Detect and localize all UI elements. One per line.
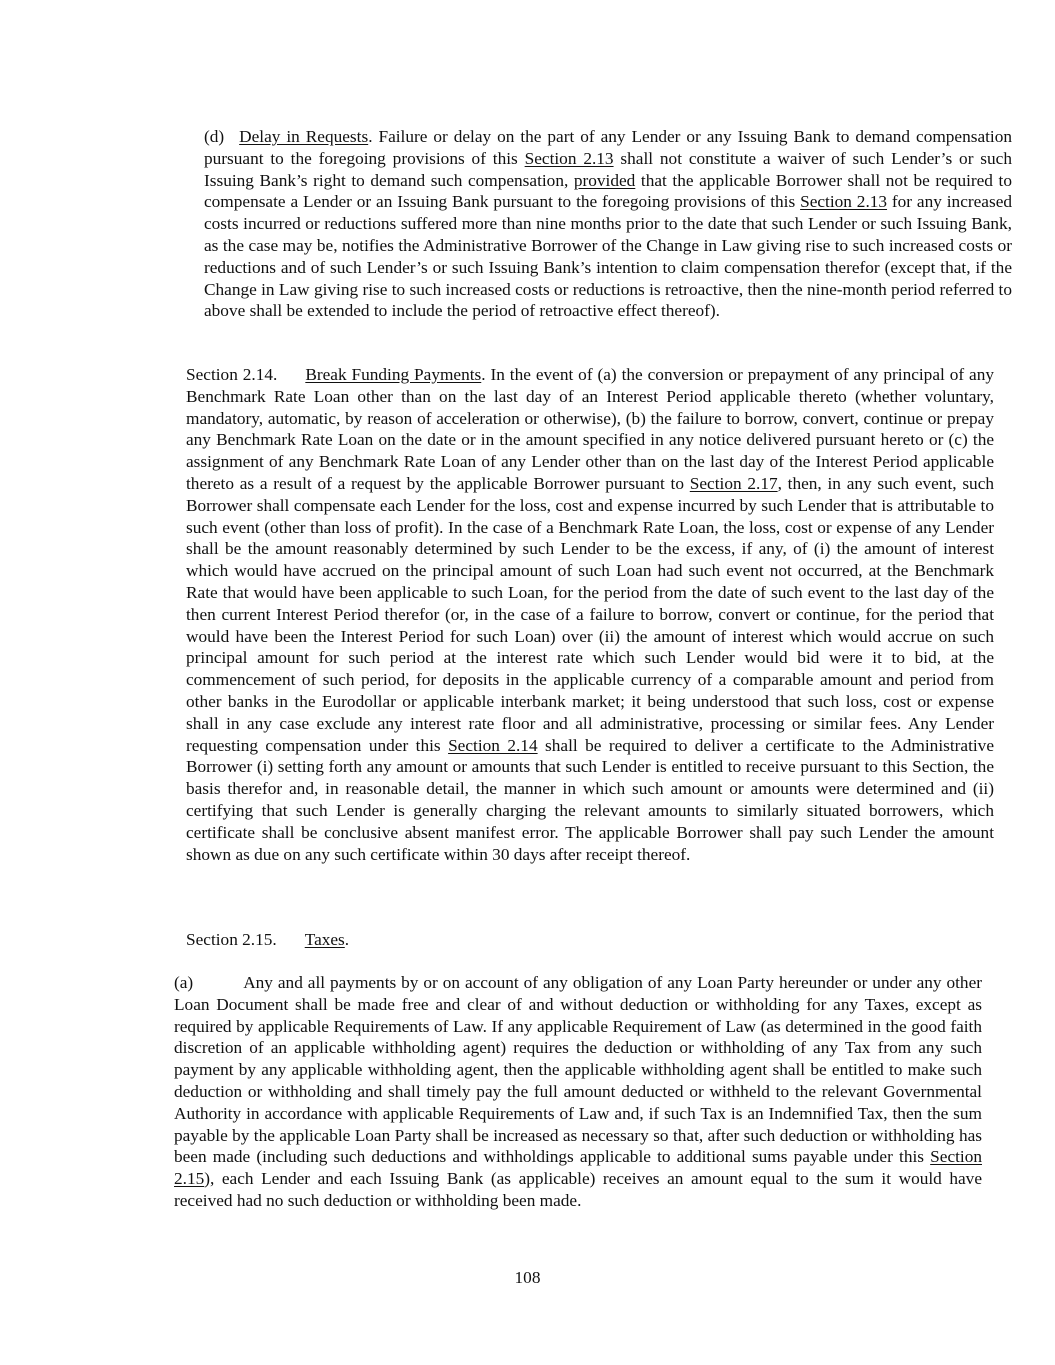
paragraph-taxes-a: (a) Any and all payments by or on account of any obligation of any Loan Party hereunder or under any other Loan Document shall be made free and clear of and without deduction or withholding for any Taxes, except as required by applicable Requirements of Law. If any applicable Requirement of Law (as determined in the good faith discretion of an applicable withholding agent) requires the deduction or withholding of any Tax from any such payment by any applicable withholding agent, then the applicable withholding agent shall be entitled to make such deduction or withholding and shall timely pay the full amount deducted or withheld to the relevant Governmental Authority in accordance with applicable Requirements of Law and, if such Tax is an Indemnified Tax, then the sum payable by the applicable Loan Party shall be increased as necessary so that, after such deduction or withholding has been made (including such deductions and withholdings applicable to additional sums payable under this Section 2.15), each Lender and each Issuing Bank (as applicable) receives an amount equal to the sum it would have received had no such deduction or withholding been made. <box>174 973 982 1210</box>
section-2-14-break-funding-payments: Section 2.14. Break Funding Payments. In the event of (a) the conversion or prepayment of any principal of any Benchmark Rate Loan other than on the last day of an Interest Period applicable thereto (whether voluntary, mandatory, automatic, by reason of acceleration or otherwise), (b) the failure to borrow, convert, continue or prepay any Benchmark Rate Loan on the date or in the amount specified in any notice delivered pursuant hereto or (c) the assignment of any Benchmark Rate Loan of any Lender other than on the last day of the Interest Period applicable thereto as a result of a request by the applicable Borrower pursuant to Section 2.17, then, in any such event, such Borrower shall compensate each Lender for the loss, cost and expense incurred by such Lender that is attributable to such event (other than loss of profit). In the case of a Benchmark Rate Loan, the loss, cost or expense of any Lender shall be the amount reasonably determined by such Lender to be the excess, if any, of (i) the amount of interest which would have accrued on the principal amount of such Loan had such event not occurred, at the Benchmark Rate that would have been applicable to such Loan, for the period from the date of such event to the last day of the then current Interest Period therefor (or, in the case of a failure to borrow, convert or continue, for the period that would have been the Interest Period for such Loan) over (ii) the amount of interest which would accrue on such principal amount for such period at the interest rate which such Lender would bid were it to bid, at the commencement of such period, for deposits in the applicable currency of a comparable amount and period from other banks in the Eurodollar or applicable interbank market; it being understood that such loss, cost or expense shall in any case exclude any interest rate floor and all administrative, processing or similar fees. Any Lender requesting compensation under this Section 2.14 shall be required to deliver a certificate to the Administrative Borrower (i) setting forth any amount or amounts that such Lender is entitled to receive pursuant to this Section, the basis therefor and, in reasonable detail, the manner in which such amount or amounts were determined and (ii) certifying that such Lender is generally charging the relevant amounts to similarly situated borrowers, which certificate shall be conclusive absent manifest error. The applicable Borrower shall pay such Lender the amount shown as due on any such certificate within 30 days after receipt thereof. <box>186 365 995 864</box>
section-2-15-heading-line: Section 2.15. Taxes. <box>186 930 350 949</box>
section-2-13-reference: Section 2.13 <box>800 192 888 212</box>
section-2-13-reference: Section 2.13 <box>524 148 614 168</box>
section-number: Section 2.14. <box>186 365 278 384</box>
heading-break-funding-payments: Break Funding Payments <box>305 365 482 384</box>
heading-delay-in-requests: Delay in Requests <box>239 127 369 146</box>
clause-label: (a) <box>174 973 194 992</box>
paragraph-delay-in-requests: (d) Delay in Requests. Failure or delay on the part of any Lender or any Issuing Bank to demand compensation pursuant to the foregoing provisions of this Section 2.13 shall not constitute a waiver of such Lender’s or such Issuing Bank’s right to demand such compensation, provided that the applicable Borrower shall not be required to compensate a Lender or an Issuing Bank pursuant to the foregoing provisions of this Section 2.13 for any increased costs incurred or reductions suffered more than nine months prior to the date that such Lender or such Issuing Bank, as the case may be, notifies the Administrative Borrower of the Change in Law giving rise to such increased costs or reductions and of such Lender’s or such Issuing Bank’s intention to claim compensation therefor (except that, if the Change in Law giving rise to such increased costs or reductions is retroactive, then the nine-month period referred to above shall be extended to include the period of retroactive effect thereof). <box>204 127 1013 321</box>
section-2-15-reference: Section 2.15 <box>174 1147 982 1189</box>
page-number: 108 <box>514 1268 541 1287</box>
heading-taxes: Taxes <box>304 930 345 949</box>
provided-term: provided <box>573 170 636 190</box>
section-2-17-reference: Section 2.17 <box>689 473 778 493</box>
section-number: Section 2.15. <box>186 930 277 949</box>
section-2-14-reference: Section 2.14 <box>448 735 538 755</box>
clause-label: (d) <box>204 127 225 146</box>
